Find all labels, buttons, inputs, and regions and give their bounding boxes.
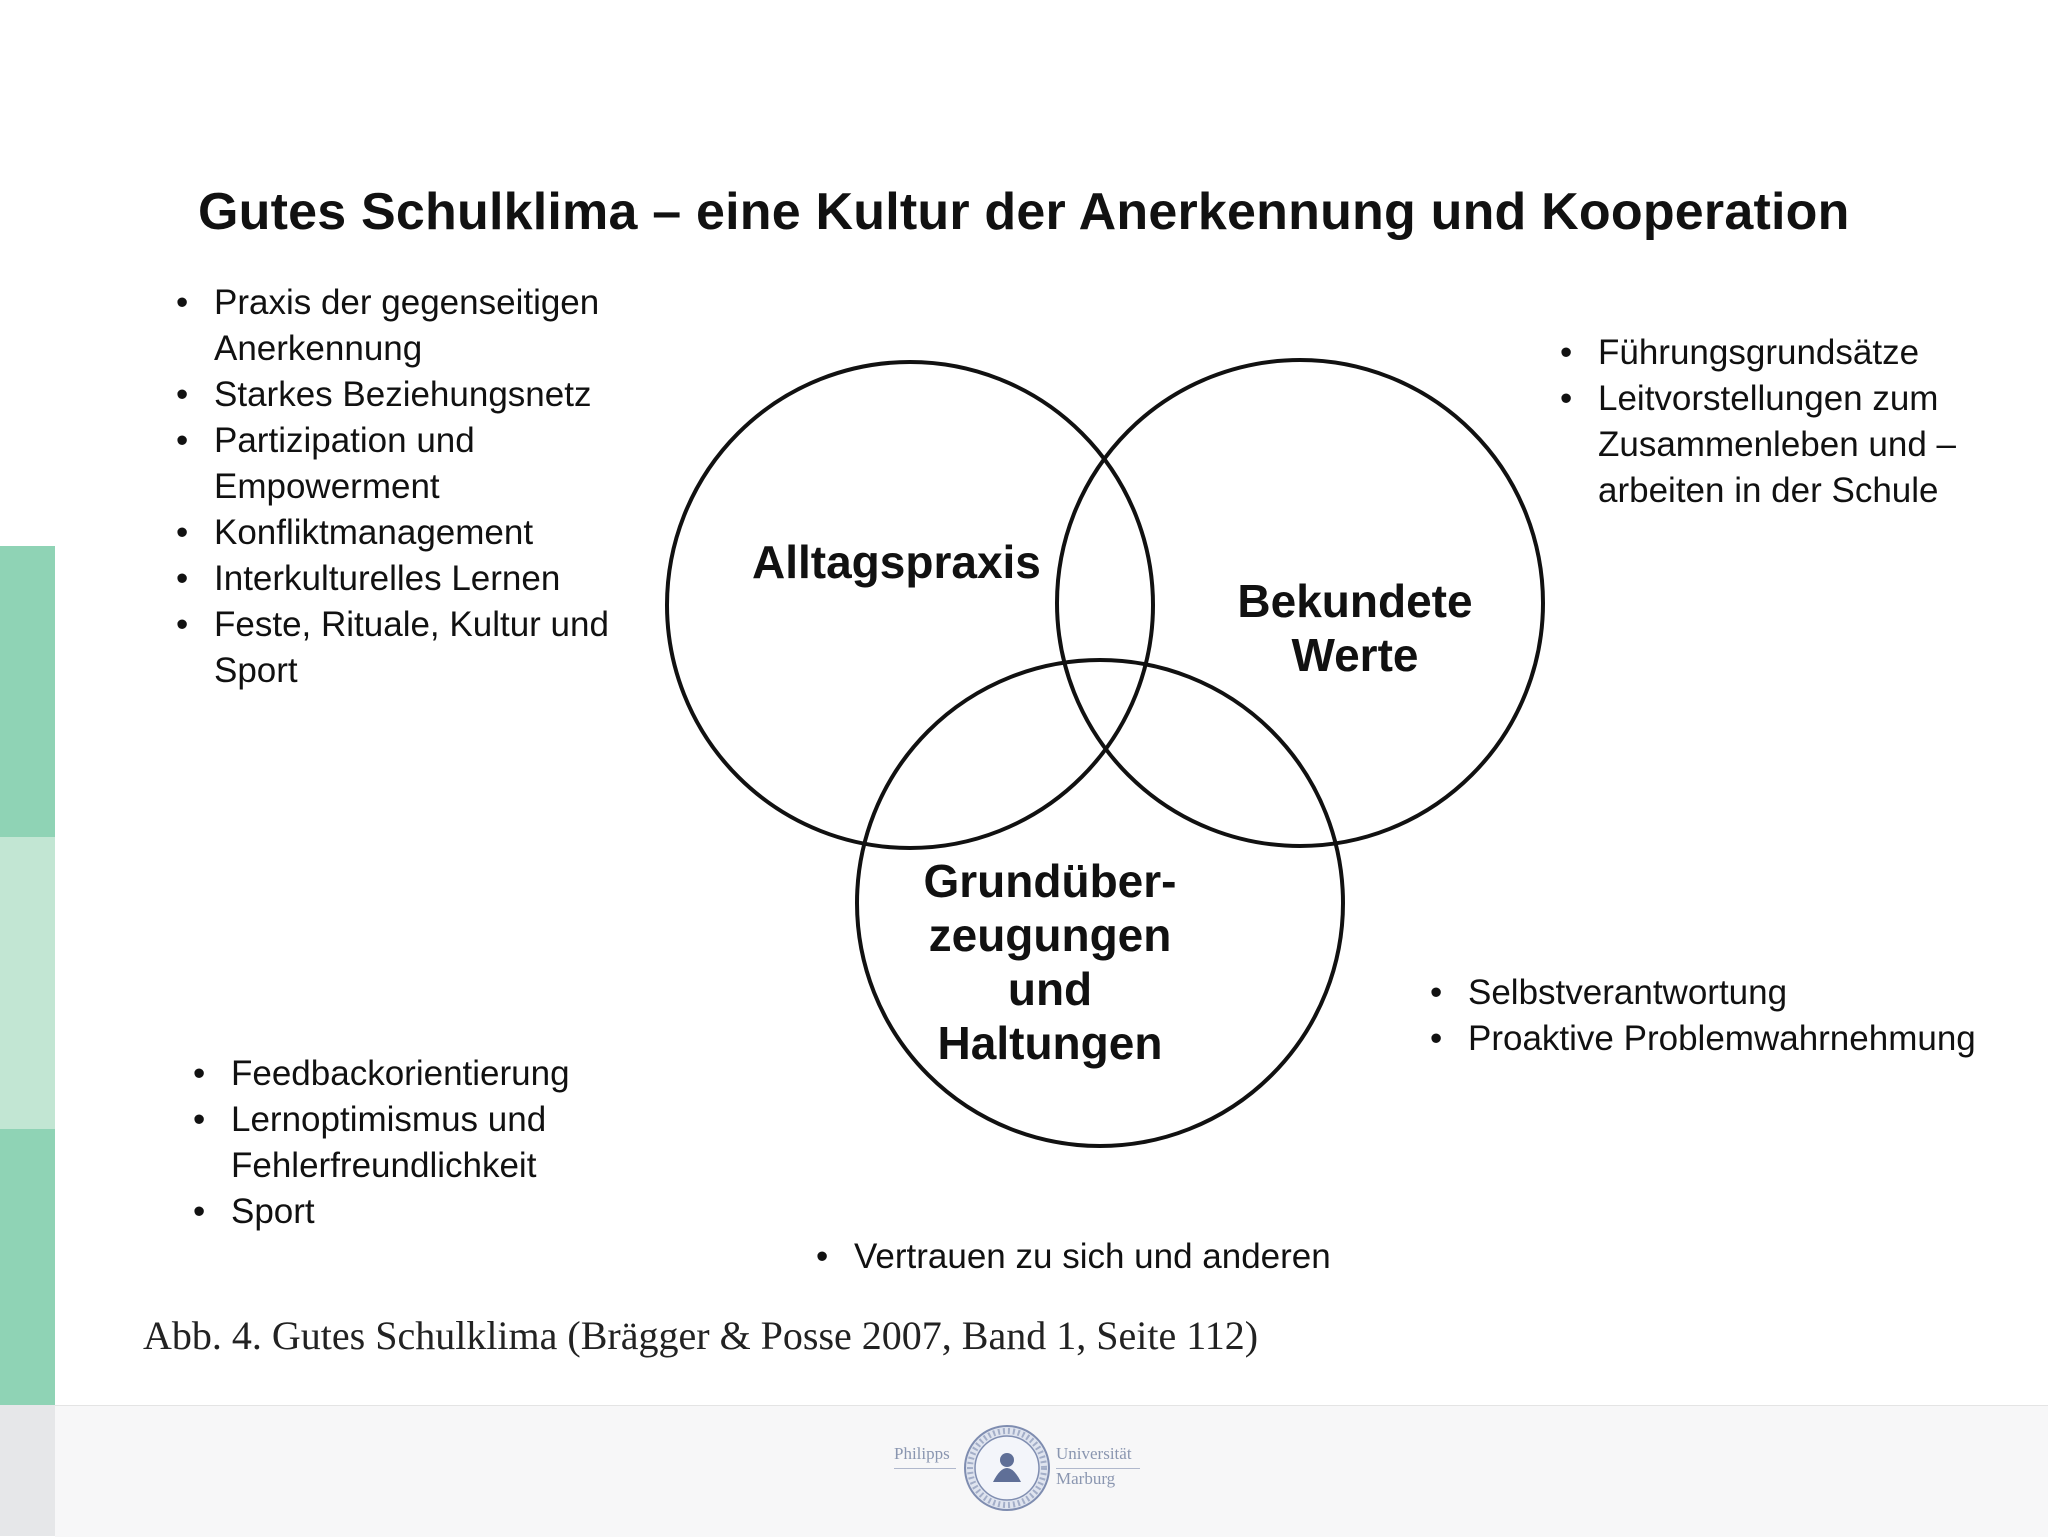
- list-item: • Praxis der gegenseitigen Anerkennung: [176, 280, 676, 372]
- list-item: • Feste, Rituale, Kultur und Sport: [176, 602, 676, 694]
- list-item: • Proaktive Problemwahrnehmung: [1430, 1016, 2040, 1062]
- circle-label-bekundete-werte: Bekundete Werte: [1237, 575, 1473, 681]
- list-item: • Sport: [193, 1189, 613, 1235]
- logo-text-right-bottom: Marburg: [1056, 1469, 1116, 1488]
- side-band-2: [0, 837, 55, 1129]
- bullet-list-bottom: [816, 1234, 1416, 1280]
- list-item: • Lernoptimismus und Fehlerfreundlichkeit: [193, 1097, 613, 1189]
- circle-label-grundueberzeugungen: Grundüber- zeugungen und Haltungen: [923, 855, 1177, 1069]
- side-band-4: [0, 1405, 55, 1536]
- list-item: • Feedbackorientierung: [193, 1051, 613, 1097]
- university-seal-icon: [963, 1424, 1051, 1512]
- venn-circle-alltagspraxis: [667, 362, 1153, 848]
- list-item: • Vertrauen zu sich und anderen: [816, 1234, 1416, 1280]
- figure-caption: Abb. 4. Gutes Schulklima (Brägger & Posse 2007, Band 1, Seite 112): [143, 1313, 1259, 1358]
- list-item: • Starkes Beziehungsnetz: [176, 372, 676, 418]
- bullet-list-alltagspraxis: [176, 280, 676, 694]
- list-item: • Selbstverantwortung: [1430, 970, 2040, 1016]
- list-item: • Leitvorstellungen zum Zusammenleben und –arbeiten in der Schule: [1560, 376, 1990, 514]
- side-band-3: [0, 1129, 55, 1405]
- list-item: • Führungsgrundsätze: [1560, 330, 1990, 376]
- circle-label-alltagspraxis: Alltagspraxis: [752, 536, 1041, 588]
- logo-text-left: Philipps: [894, 1444, 950, 1463]
- side-band-1: [0, 546, 55, 837]
- bullet-list-grundueberzeugungen-right: [1430, 970, 2040, 1062]
- bullet-list-grundueberzeugungen-left: [193, 1051, 613, 1235]
- list-item: • Partizipation und Empowerment: [176, 418, 676, 510]
- university-logo: [890, 1420, 1150, 1516]
- bullet-list-bekundete-werte: [1560, 330, 1990, 514]
- slide-title: Gutes Schulklima – eine Kultur der Anerkennung und Kooperation: [198, 183, 1850, 241]
- logo-text-right-top: Universität: [1056, 1444, 1132, 1463]
- list-item: • Interkulturelles Lernen: [176, 556, 676, 602]
- list-item: • Konfliktmanagement: [176, 510, 676, 556]
